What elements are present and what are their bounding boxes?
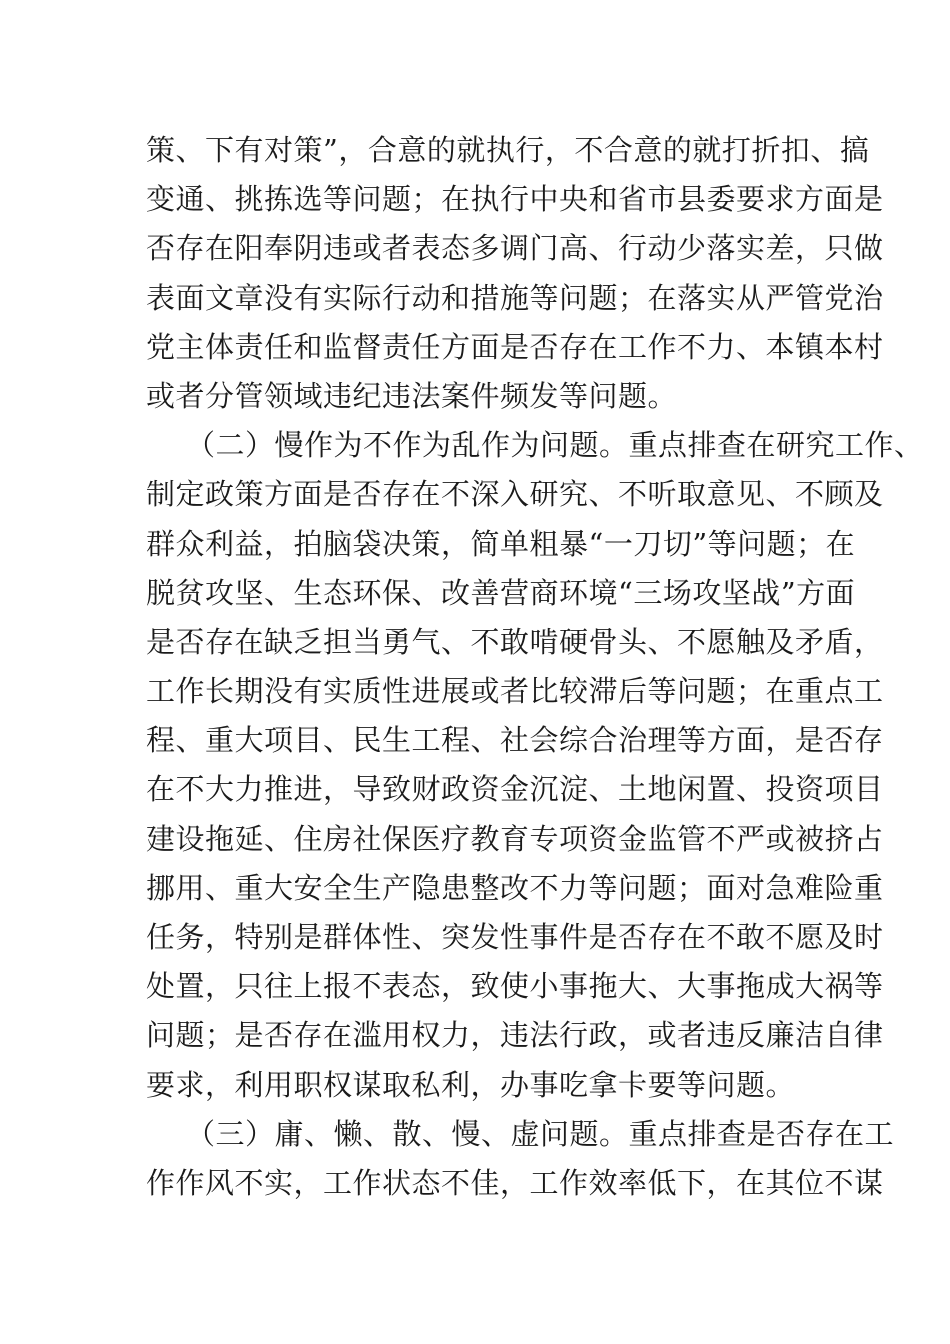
text-line: 任务，特别是群体性、突发性事件是否存在不敢不愿及时 [146, 920, 884, 954]
text-line: 是否存在缺乏担当勇气、不敢啃硬骨头、不愿触及矛盾， [146, 624, 884, 659]
text-line: 建设拖延、住房社保医疗教育专项资金监管不严或被挤占 [146, 821, 884, 856]
text-line: 否存在阳奉阴违或者表态多调门高、行动少落实差，只做 [146, 231, 884, 266]
text-line: 变通、挑拣选等问题；在执行中央和省市县委要求方面是 [146, 182, 884, 217]
text-line: 群众利益，拍脑袋决策，简单粗暴“一刀切”等问题；在 [146, 526, 856, 561]
text-line: 问题；是否存在滥用权力，违法行政，或者违反廉洁自律 [146, 1018, 884, 1053]
section-heading-line: （二）慢作为不作为乱作为问题。重点排查在研究工作、 [186, 428, 924, 463]
section-heading-line: （三）庸、懒、散、慢、虚问题。重点排查是否存在工 [186, 1116, 895, 1151]
text-line: 党主体责任和监督责任方面是否存在工作不力、本镇本村 [146, 329, 884, 364]
text-line: 处置，只往上报不表态，致使小事拖大、大事拖成大祸等 [146, 969, 884, 1004]
text-line: 要求，利用职权谋取私利，办事吃拿卡要等问题。 [146, 1067, 796, 1102]
text-line: 或者分管领域违纪违法案件频发等问题。 [146, 378, 678, 413]
text-line: 在不大力推进，导致财政资金沉淀、土地闲置、投资项目 [146, 772, 884, 807]
text-line: 工作长期没有实质性进展或者比较滞后等问题；在重点工 [146, 674, 884, 709]
text-line: 挪用、重大安全生产隐患整改不力等问题；面对急难险重 [146, 870, 884, 905]
text-line: 表面文章没有实际行动和措施等问题；在落实从严管党治 [146, 280, 884, 315]
text-line: 作作风不实，工作状态不佳，工作效率低下，在其位不谋 [146, 1165, 884, 1200]
text-line: 策、下有对策”，合意的就执行，不合意的就打折扣、搞 [146, 133, 870, 167]
text-line: 程、重大项目、民生工程、社会综合治理等方面，是否存 [146, 723, 884, 758]
text-line: 制定政策方面是否存在不深入研究、不听取意见、不顾及 [146, 477, 884, 512]
text-line: 脱贫攻坚、生态环保、改善营商环境“三场攻坚战”方面 [146, 575, 856, 610]
body-text [146, 126, 924, 1208]
